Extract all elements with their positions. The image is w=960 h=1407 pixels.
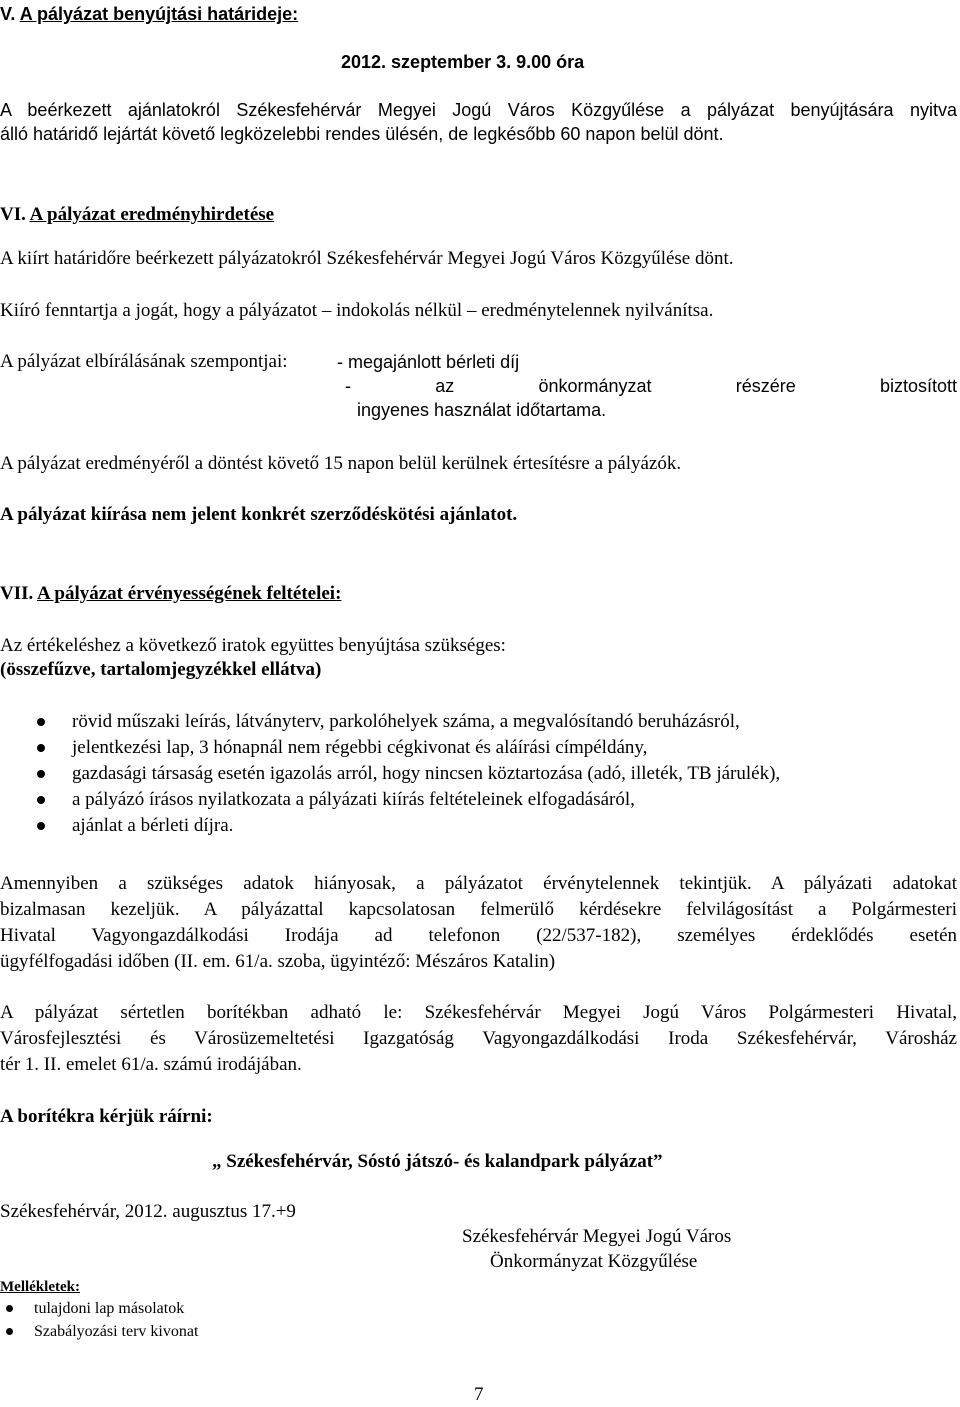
- section-vi-number: VI.: [0, 204, 26, 225]
- deadline-date: 2012. szeptember 3. 9.00 óra: [341, 52, 585, 72]
- section-vii-title: A pályázat érvényességének feltételei:: [36, 583, 342, 604]
- section-vi-para-3: A pályázat eredményéről a döntést követő 15 napon belül kerülnek értesítésre a pályázók.: [0, 453, 682, 474]
- section-vii-para-2-line-1: A pályázat sértetlen borítékban adható le: Székesfehérvár Megyei Jogú Város Polgármesteri Hivatal,: [0, 1002, 957, 1023]
- bullet-icon: [37, 770, 45, 778]
- section-vii-heading: [0, 582, 341, 606]
- section-vii-intro-bold: (összefűzve, tartalomjegyzékkel ellátva): [0, 659, 322, 680]
- requirement-item-2: jelentkezési lap, 3 hónapnál nem régebbi cégkivonat és aláírási címpéldány,: [72, 737, 648, 758]
- signature-line-2: Önkormányzat Közgyűlése: [490, 1251, 698, 1272]
- bullet-icon: [37, 822, 45, 830]
- section-vii-para-1-line-1: Amennyiben a szükséges adatok hiányosak, a pályázatot érvénytelennek tekintjük. A pályázati adatokat: [0, 873, 957, 894]
- section-vi-heading: [0, 203, 274, 227]
- section-vii-para-1-line-4: ügyfélfogadási időben (II. em. 61/a. szoba, ügyintéző: Mészáros Katalin): [0, 951, 556, 972]
- attachments-label: Mellékletek:: [0, 1279, 80, 1295]
- section-v-para-line-1: A beérkezett ajánlatokról Székesfehérvár Megyei Jogú Város Közgyűlése a pályázat benyújtására nyitva: [0, 100, 957, 120]
- requirement-item-3: gazdasági társaság esetén igazolás arról, hogy nincsen köztartozása (adó, illeték, TB járulék),: [72, 763, 781, 784]
- requirement-item-5: ajánlat a bérleti díjra.: [72, 815, 234, 836]
- section-v-heading: [0, 2, 298, 26]
- bullet-icon: [6, 1305, 13, 1312]
- section-v-title: A pályázat benyújtási határideje:: [19, 4, 299, 24]
- bullet-icon: [6, 1328, 13, 1335]
- bullet-icon: [37, 796, 45, 804]
- section-vi-para-4: A pályázat kiírása nem jelent konkrét szerződéskötési ajánlatot.: [0, 504, 518, 525]
- criteria-item-2-cont: ingyenes használat időtartama.: [357, 400, 607, 420]
- attachment-item-1: tulajdoni lap másolatok: [34, 1300, 185, 1317]
- section-vi-para-1: A kiírt határidőre beérkezett pályázatokról Székesfehérvár Megyei Jogú Város Közgyűlése dönt.: [0, 248, 734, 269]
- requirement-item-1: rövid műszaki leírás, látványterv, parkolóhelyek száma, a megvalósítandó beruházásról,: [72, 711, 740, 732]
- criteria-label: A pályázat elbírálásának szempontjai:: [0, 351, 288, 372]
- section-vii-number: VII.: [0, 583, 34, 604]
- criteria-item-2: - az önkormányzat részére biztosított: [345, 376, 957, 396]
- requirement-item-4: a pályázó írásos nyilatkozata a pályázati kiírás feltételeinek elfogadásáról,: [72, 789, 635, 810]
- page-number: 7: [474, 1384, 484, 1405]
- section-vi-para-2: Kiíró fenntartja a jogát, hogy a pályázatot – indokolás nélkül – eredménytelennek nyilvánítsa.: [0, 300, 714, 321]
- section-vii-para-1-line-2: bizalmasan kezeljük. A pályázattal kapcsolatosan felmerülő kérdésekre felvilágosítást a Polgármesteri: [0, 899, 957, 920]
- section-vii-intro: Az értékeléshez a következő iratok együttes benyújtása szükséges:: [0, 635, 506, 656]
- signature-line-1: Székesfehérvár Megyei Jogú Város: [462, 1226, 732, 1247]
- bullet-icon: [37, 744, 45, 752]
- section-vii-para-2-line-3: tér 1. II. emelet 61/a. számú irodájában.: [0, 1054, 302, 1075]
- attachment-item-2: Szabályozási terv kivonat: [34, 1323, 199, 1340]
- document-date: Székesfehérvár, 2012. augusztus 17.+9: [0, 1201, 296, 1222]
- criteria-item-1: - megajánlott bérleti díj: [337, 352, 520, 372]
- section-vi-title: A pályázat eredményhirdetése: [29, 204, 275, 225]
- section-v-number: V.: [0, 4, 16, 24]
- bullet-icon: [37, 718, 45, 726]
- section-vii-para-1-line-3: Hivatal Vagyongazdálkodási Irodája ad telefonon (22/537-182), személyes érdeklődés esetén: [0, 925, 957, 946]
- envelope-text: „ Székesfehérvár, Sóstó játszó- és kalandpark pályázat”: [212, 1151, 663, 1172]
- section-v-para-line-2: álló határidő lejártát követő legközelebbi rendes ülésén, de legkésőbb 60 napon belül dönt.: [0, 124, 724, 144]
- section-vii-para-2-line-2: Városfejlesztési és Városüzemeltetési Igazgatóság Vagyongazdálkodási Iroda Székesfehérvár, Városház: [0, 1028, 957, 1049]
- envelope-label: A borítékra kérjük ráírni:: [0, 1106, 213, 1127]
